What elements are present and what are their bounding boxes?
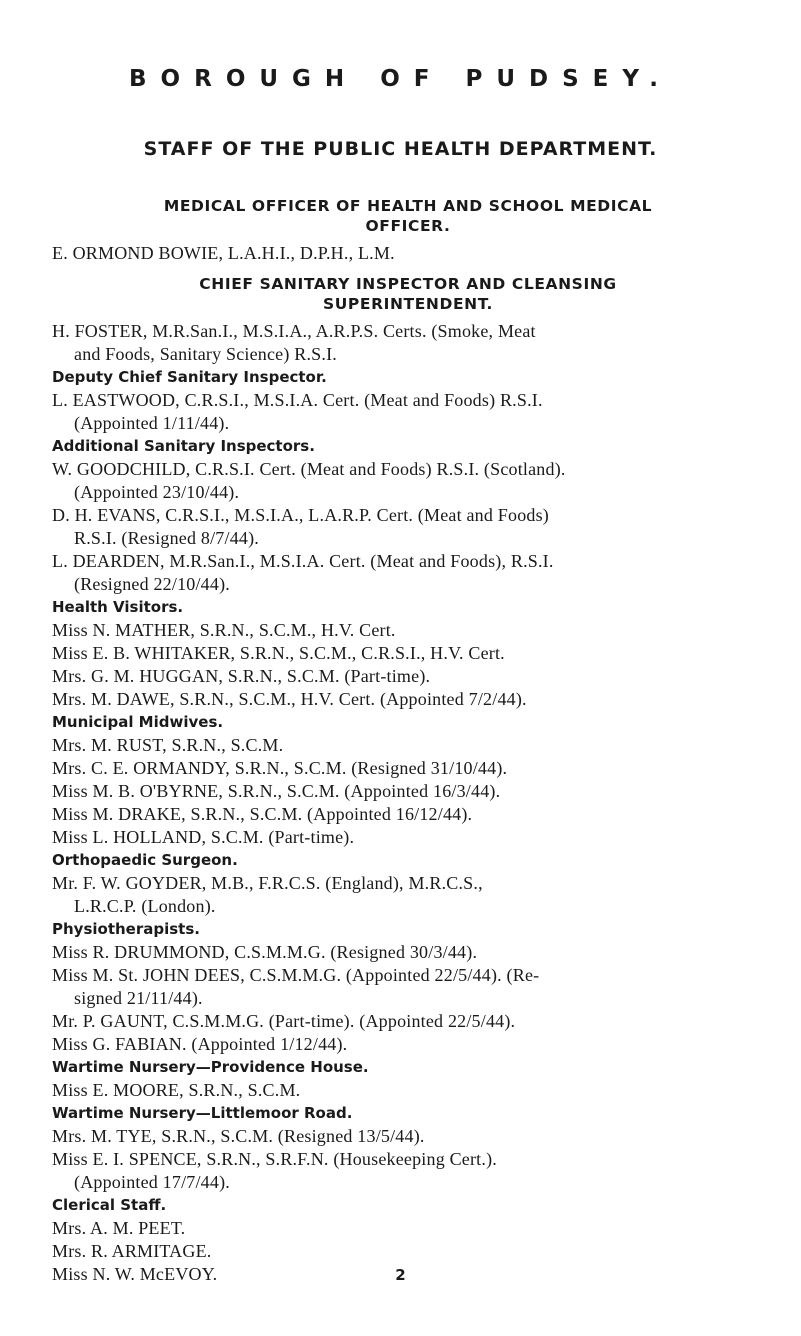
- page-number: 2: [395, 1266, 406, 1284]
- section-physiotherapists: [52, 918, 764, 1056]
- section-orthopaedic-surgeon: [52, 849, 764, 918]
- department-title: STAFF OF THE PUBLIC HEALTH DEPARTMENT.: [143, 138, 658, 160]
- staff-entry: Mr. F. W. GOYDER, M.B., F.R.C.S. (England), M.R.C.S.,: [52, 873, 483, 893]
- staff-entry: Miss E. MOORE, S.R.N., S.C.M.: [52, 1080, 301, 1100]
- section-heading: Wartime Nursery—Littlemoor Road.: [52, 1104, 353, 1122]
- section-nursery-littlemoor: [52, 1102, 764, 1194]
- staff-entry: D. H. EVANS, C.R.S.I., M.S.I.A., L.A.R.P. Cert. (Meat and Foods): [52, 505, 549, 525]
- section-deputy-inspector: [52, 366, 764, 435]
- staff-entry: Mrs. C. E. ORMANDY, S.R.N., S.C.M. (Resigned 31/10/44).: [52, 758, 508, 778]
- section-nursery-providence: [52, 1056, 764, 1102]
- staff-entry-cont: signed 21/11/44).: [74, 988, 203, 1008]
- staff-entry: Miss L. HOLLAND, S.C.M. (Part-time).: [52, 827, 355, 847]
- section-heading: Deputy Chief Sanitary Inspector.: [52, 368, 327, 386]
- section-heading-cont: OFFICER.: [365, 217, 451, 235]
- section-heading: Additional Sanitary Inspectors.: [52, 437, 315, 455]
- section-chief-sanitary-inspector: [52, 274, 764, 366]
- staff-entry: Miss E. B. WHITAKER, S.R.N., S.C.M., C.R.S.I., H.V. Cert.: [52, 643, 505, 663]
- staff-entry: Miss E. I. SPENCE, S.R.N., S.R.F.N. (Housekeeping Cert.).: [52, 1149, 497, 1169]
- staff-entry: Miss G. FABIAN. (Appointed 1/12/44).: [52, 1034, 348, 1054]
- staff-entry-cont: (Resigned 22/10/44).: [74, 574, 230, 594]
- staff-entry: Miss N. MATHER, S.R.N., S.C.M., H.V. Cert.: [52, 620, 396, 640]
- borough-title: BOROUGH OF PUDSEY.: [129, 66, 672, 92]
- section-municipal-midwives: [52, 711, 764, 849]
- staff-entry: Mrs. R. ARMITAGE.: [52, 1241, 212, 1261]
- staff-entry: W. GOODCHILD, C.R.S.I. Cert. (Meat and Foods) R.S.I. (Scotland).: [52, 459, 566, 479]
- section-heading: Municipal Midwives.: [52, 713, 224, 731]
- staff-entry: L. DEARDEN, M.R.San.I., M.S.I.A. Cert. (Meat and Foods), R.S.I.: [52, 551, 554, 571]
- section-heading: Health Visitors.: [52, 598, 184, 616]
- staff-entry: H. FOSTER, M.R.San.I., M.S.I.A., A.R.P.S. Certs. (Smoke, Meat: [52, 321, 536, 341]
- staff-entry: Miss M. B. O'BYRNE, S.R.N., S.C.M. (Appointed 16/3/44).: [52, 781, 501, 801]
- staff-list: [52, 196, 764, 1286]
- section-additional-inspectors: [52, 435, 764, 596]
- section-heading: Wartime Nursery—Providence House.: [52, 1058, 369, 1076]
- section-heading-cont: SUPERINTENDENT.: [322, 295, 494, 313]
- staff-entry-cont: (Appointed 23/10/44).: [74, 482, 240, 502]
- staff-entry: E. ORMOND BOWIE, L.A.H.I., D.P.H., L.M.: [52, 243, 395, 263]
- staff-entry-cont: R.S.I. (Resigned 8/7/44).: [74, 528, 259, 548]
- staff-entry: Miss M. DRAKE, S.R.N., S.C.M. (Appointed 16/12/44).: [52, 804, 473, 824]
- section-heading: CHIEF SANITARY INSPECTOR AND CLEANSING: [199, 275, 617, 293]
- staff-entry: L. EASTWOOD, C.R.S.I., M.S.I.A. Cert. (Meat and Foods) R.S.I.: [52, 390, 543, 410]
- section-heading: Orthopaedic Surgeon.: [52, 851, 238, 869]
- staff-entry-cont: (Appointed 17/7/44).: [74, 1172, 230, 1192]
- staff-entry: Mrs. M. RUST, S.R.N., S.C.M.: [52, 735, 284, 755]
- staff-entry: Miss M. St. JOHN DEES, C.S.M.M.G. (Appointed 22/5/44). (Re-: [52, 965, 540, 985]
- section-heading: Physiotherapists.: [52, 920, 200, 938]
- staff-entry: Mrs. M. DAWE, S.R.N., S.C.M., H.V. Cert. (Appointed 7/2/44).: [52, 689, 527, 709]
- staff-entry: Miss N. W. McEVOY.: [52, 1264, 218, 1284]
- staff-entry-cont: and Foods, Sanitary Science) R.S.I.: [74, 344, 337, 364]
- section-heading: MEDICAL OFFICER OF HEALTH AND SCHOOL MEDICAL: [163, 197, 653, 215]
- staff-entry-cont: (Appointed 1/11/44).: [74, 413, 230, 433]
- section-heading: Clerical Staff.: [52, 1196, 167, 1214]
- section-medical-officer: [52, 196, 764, 265]
- staff-entry: Mrs. A. M. PEET.: [52, 1218, 186, 1238]
- staff-entry: Mr. P. GAUNT, C.S.M.M.G. (Part-time). (Appointed 22/5/44).: [52, 1011, 516, 1031]
- section-health-visitors: [52, 596, 764, 711]
- staff-entry: Mrs. G. M. HUGGAN, S.R.N., S.C.M. (Part-time).: [52, 666, 431, 686]
- staff-entry: Mrs. M. TYE, S.R.N., S.C.M. (Resigned 13/5/44).: [52, 1126, 425, 1146]
- staff-entry-cont: L.R.C.P. (London).: [74, 896, 216, 916]
- staff-entry: Miss R. DRUMMOND, C.S.M.M.G. (Resigned 30/3/44).: [52, 942, 478, 962]
